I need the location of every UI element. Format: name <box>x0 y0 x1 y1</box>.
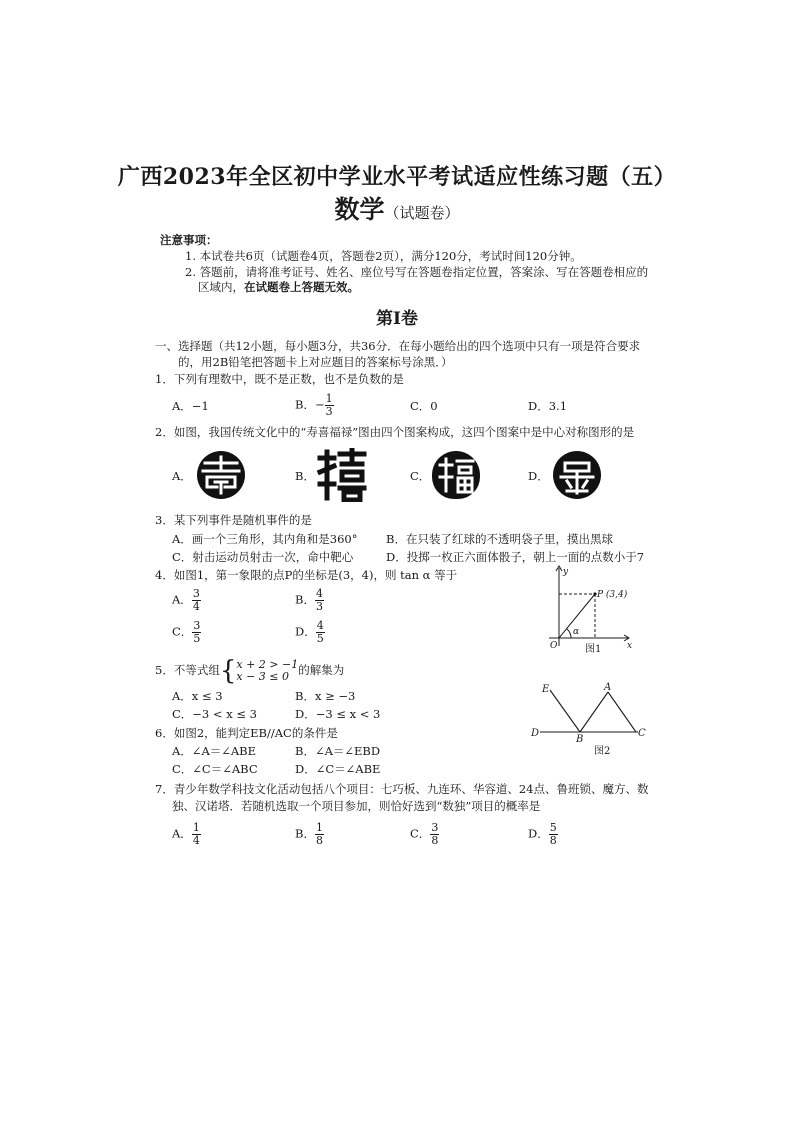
q4-d-numerator: 4 <box>316 619 324 632</box>
subject-title <box>0 190 794 226</box>
fig2-caption: 图2 <box>594 746 611 757</box>
q1-stem: 1．下列有理数中，既不是正数，也不是负数的是 <box>155 372 404 386</box>
lu-emblem-icon <box>553 451 601 499</box>
notes-item-1: 1. 本试卷共6页（试题卷4页，答题卷2页），满分120分，考试时间120分钟。 <box>185 249 582 263</box>
q7-line1: 7．青少年数学科技文化活动包括八个项目：七巧板、九连环、华容道、24点、鲁班锁、魔方、数 <box>155 782 649 796</box>
q7-option-b <box>295 822 324 847</box>
q5-stem-prefix: 5．不等式组 <box>155 663 220 677</box>
q4-option-a <box>172 588 201 613</box>
q7-option-a-fraction <box>192 822 201 847</box>
xi-emblem-icon <box>316 448 368 502</box>
q7-option-b-fraction <box>315 822 324 847</box>
fig1-angle-label: α <box>573 627 580 637</box>
q7-option-a-label: A． <box>172 826 192 841</box>
q1-option-b-fraction <box>325 393 334 418</box>
q4-d-denominator: 5 <box>316 632 324 645</box>
q4-stem: 4．如图1，第一象限的点P的坐标是(3，4)，则 tan α 等于 <box>155 568 458 582</box>
q1-option-b-prefix: B．− <box>295 397 325 412</box>
q4-a-denominator: 4 <box>192 600 200 613</box>
q4-option-c <box>172 620 201 645</box>
notes-heading: 注意事项： <box>160 233 218 247</box>
notes-item-2b-bold: 在试题卷上答题无效。 <box>244 280 359 294</box>
q4-option-d-label: D． <box>295 624 316 639</box>
q7-option-b-label: B． <box>295 826 315 841</box>
q7-line2: 独、汉诺塔．若随机选取一个项目参加，则恰好选到“数独”项目的概率是 <box>172 799 541 813</box>
exam-title: 广西2023年全区初中学业水平考试适应性练习题（五） <box>117 164 677 190</box>
q7-option-c-label: C． <box>410 826 431 841</box>
q4-option-b-label: B． <box>295 592 315 607</box>
q5-option-c: C．−3 < x ≤ 3 <box>172 707 257 721</box>
fig2-segment-ba <box>580 692 608 732</box>
q4-option-d-fraction <box>316 620 325 645</box>
q7-a-denominator: 4 <box>192 834 200 847</box>
q4-a-numerator: 3 <box>192 587 200 600</box>
q7-option-c-fraction <box>430 822 439 847</box>
fig1-point-label: P (3,4) <box>597 590 628 600</box>
q5-option-b: B．x ≥ −3 <box>295 689 356 703</box>
q7-option-d-fraction <box>549 822 558 847</box>
q7-option-c <box>410 822 439 847</box>
q7-a-numerator: 1 <box>192 821 200 834</box>
q5-brace: { <box>219 656 237 686</box>
notes-item-2a: 2. 答题前，请将准考证号、姓名、座位号写在答题卷指定位置，答案涂、写在答题卷相应的 <box>185 265 649 279</box>
figure-1 <box>535 562 635 658</box>
fig2-label-d: D <box>531 728 540 739</box>
notes-item-2b-plain: 区域内， <box>198 280 244 294</box>
q3-option-d: D．投掷一枚正六面体骰子，朝上一面的点数小于7 <box>386 550 645 564</box>
q2-option-b: B． <box>295 469 315 483</box>
q7-option-d <box>528 822 558 847</box>
subject-name: 数学 <box>334 195 385 224</box>
q7-option-d-label: D． <box>528 826 549 841</box>
q6-option-b: B．∠A＝∠EBD <box>295 744 381 758</box>
q1-b-denominator: 3 <box>325 405 333 418</box>
notes-item-2b <box>198 279 359 295</box>
q5-option-d: D．−3 ≤ x < 3 <box>295 707 381 721</box>
fig2-label-e: E <box>542 684 550 695</box>
q5-option-a: A．x ≤ 3 <box>172 689 223 703</box>
q5-stem <box>155 656 345 686</box>
q3-option-b: B．在只装了红球的不透明袋子里，摸出黑球 <box>386 532 613 546</box>
q6-option-a: A．∠A＝∠ABE <box>172 744 257 758</box>
section-title: 第Ⅰ卷 <box>376 309 418 329</box>
subject-note: （试题卷） <box>384 204 460 222</box>
q1-option-d: D．3.1 <box>528 399 568 413</box>
q5-system <box>236 659 298 683</box>
q7-b-numerator: 1 <box>315 821 323 834</box>
fig2-segment-eb <box>550 690 580 732</box>
q7-b-denominator: 8 <box>315 834 323 847</box>
q4-c-denominator: 5 <box>193 632 201 645</box>
fig1-caption: 图1 <box>585 644 602 655</box>
shou-emblem-icon <box>197 451 245 499</box>
q4-b-numerator: 4 <box>315 587 323 600</box>
part1-line2: 的，用2B铅笔把答题卡上对应题目的答案标号涂黑．） <box>178 355 453 369</box>
q4-option-c-fraction <box>192 620 201 645</box>
fig1-y-label: y <box>563 567 569 577</box>
figure-2-drawing <box>528 680 648 742</box>
fig2-label-c: C <box>638 728 646 739</box>
q3-option-c: C．射击运动员射击一次，命中靶心 <box>172 550 354 564</box>
fig2-segment-ac <box>608 692 636 732</box>
fig1-origin-label: O <box>550 641 558 651</box>
q5-inequality-2: x − 3 ≤ 0 <box>236 670 289 683</box>
figure-2 <box>528 680 648 762</box>
q3-option-a: A．画一个三角形，其内角和是360° <box>172 532 358 546</box>
q7-d-numerator: 5 <box>549 821 557 834</box>
q4-option-c-label: C． <box>172 624 193 639</box>
q7-c-denominator: 8 <box>431 834 439 847</box>
q4-c-numerator: 3 <box>193 619 201 632</box>
q3-stem: 3．某下列事件是随机事件的是 <box>155 513 312 527</box>
q6-stem: 6．如图2，能判定EB//AC的条件是 <box>155 726 338 740</box>
q4-option-b <box>295 588 324 613</box>
fig2-label-a: A <box>604 682 612 693</box>
fig1-x-label: x <box>627 641 633 651</box>
q6-option-d: D．∠C＝∠ABE <box>295 762 381 776</box>
q2-option-d: D． <box>528 469 549 483</box>
q1-b-numerator: 1 <box>325 392 333 405</box>
q7-option-a <box>172 822 201 847</box>
part1-line1: 一、选择题（共12小题，每小题3分，共36分．在每小题给出的四个选项中只有一项是符合要求 <box>155 339 641 353</box>
q1-option-b <box>295 393 334 418</box>
q4-option-a-label: A． <box>172 592 192 607</box>
fig2-label-b: B <box>576 734 584 742</box>
fu-emblem-icon <box>432 451 480 499</box>
q4-b-denominator: 3 <box>315 600 323 613</box>
q2-stem: 2．如图，我国传统文化中的“寿喜福禄”图由四个图案构成，这四个图案中是中心对称图形的是 <box>155 425 635 439</box>
q2-option-c: C． <box>410 469 431 483</box>
q7-d-denominator: 8 <box>549 834 557 847</box>
q7-c-numerator: 3 <box>431 821 439 834</box>
q4-option-a-fraction <box>192 588 201 613</box>
q5-stem-suffix: 的解集为 <box>298 663 345 677</box>
q5-inequality-1: x + 2 > −1 <box>236 658 299 671</box>
q2-option-a: A． <box>172 469 192 483</box>
q4-option-b-fraction <box>315 588 324 613</box>
q1-option-c: C．0 <box>410 399 438 413</box>
q1-option-a: A．−1 <box>172 399 209 413</box>
q6-option-c: C．∠C＝∠ABC <box>172 762 258 776</box>
q4-option-d <box>295 620 325 645</box>
